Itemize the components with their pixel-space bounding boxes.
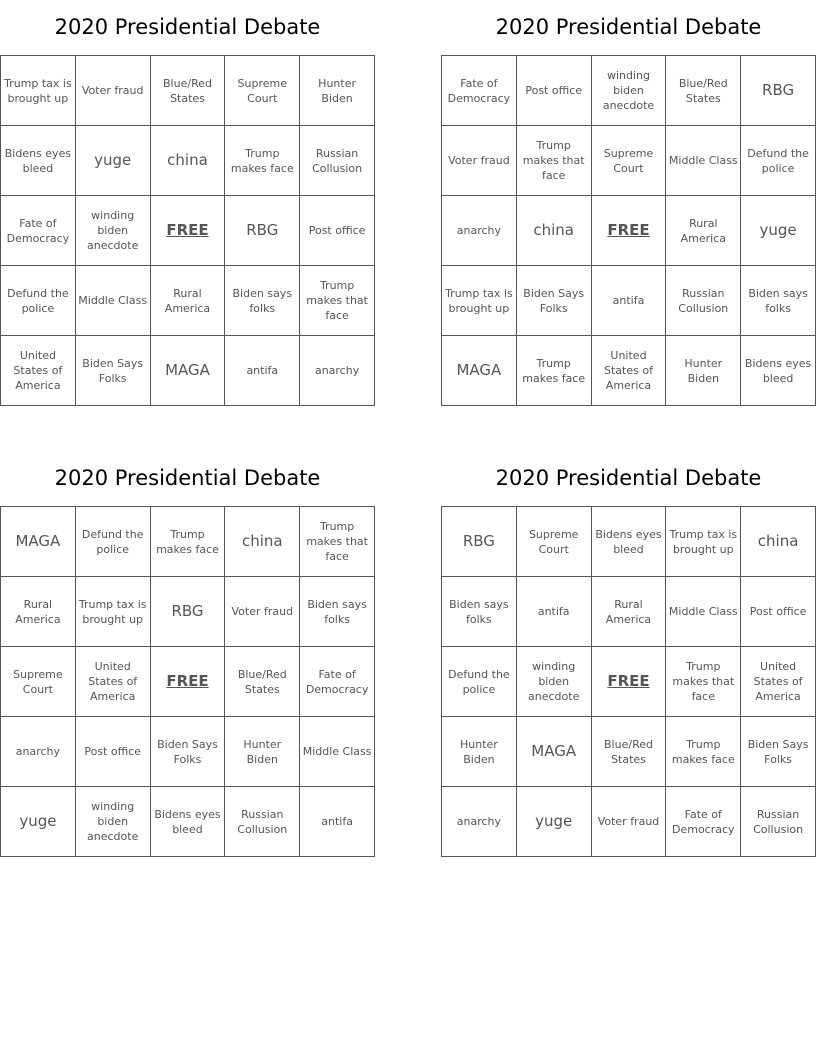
bingo-cell: United States of America bbox=[75, 647, 150, 717]
bingo-cell: Fate of Democracy bbox=[300, 647, 375, 717]
bingo-cell: Trump makes face bbox=[225, 126, 300, 196]
bingo-cell: Trump makes that face bbox=[300, 266, 375, 336]
bingo-cell: Biden Says Folks bbox=[741, 717, 816, 787]
bingo-cell: MAGA bbox=[1, 507, 76, 577]
bingo-cell: winding biden anecdote bbox=[75, 196, 150, 266]
bingo-cell: Voter fraud bbox=[75, 56, 150, 126]
bingo-grid bbox=[441, 55, 816, 406]
card-title: 2020 Presidential Debate bbox=[54, 15, 321, 39]
bingo-cell: Trump tax is brought up bbox=[75, 577, 150, 647]
bingo-cell: Biden says folks bbox=[442, 577, 517, 647]
bingo-cell: Russian Collusion bbox=[300, 126, 375, 196]
bingo-row bbox=[1, 56, 375, 126]
bingo-cell: Middle Class bbox=[75, 266, 150, 336]
bingo-cell: Trump makes face bbox=[516, 336, 591, 406]
bingo-cell: yuge bbox=[741, 196, 816, 266]
bingo-cell: Supreme Court bbox=[1, 647, 76, 717]
bingo-grid bbox=[441, 506, 816, 857]
bingo-cell: Defund the police bbox=[1, 266, 76, 336]
bingo-cell: Fate of Democracy bbox=[1, 196, 76, 266]
bingo-cell: Bidens eyes bleed bbox=[741, 336, 816, 406]
bingo-row bbox=[442, 647, 816, 717]
bingo-cell: Rural America bbox=[591, 577, 666, 647]
bingo-cell: Biden says folks bbox=[225, 266, 300, 336]
bingo-row bbox=[442, 196, 816, 266]
free-space-cell: FREE bbox=[591, 647, 666, 717]
bingo-cell: RBG bbox=[225, 196, 300, 266]
free-space-cell: FREE bbox=[150, 196, 225, 266]
bingo-row bbox=[1, 577, 375, 647]
bingo-row bbox=[442, 787, 816, 857]
bingo-cell: Post office bbox=[75, 717, 150, 787]
bingo-cell: Defund the police bbox=[75, 507, 150, 577]
bingo-row bbox=[1, 196, 375, 266]
bingo-cell: antifa bbox=[225, 336, 300, 406]
bingo-cell: Trump makes face bbox=[666, 717, 741, 787]
bingo-cell: antifa bbox=[591, 266, 666, 336]
bingo-cell: Fate of Democracy bbox=[666, 787, 741, 857]
bingo-cell: Defund the police bbox=[442, 647, 517, 717]
bingo-cell: anarchy bbox=[442, 787, 517, 857]
bingo-cell: china bbox=[516, 196, 591, 266]
bingo-cell: anarchy bbox=[1, 717, 76, 787]
bingo-cell: Biden Says Folks bbox=[75, 336, 150, 406]
bingo-cell: RBG bbox=[150, 577, 225, 647]
bingo-cell: Voter fraud bbox=[442, 126, 517, 196]
bingo-row bbox=[442, 56, 816, 126]
bingo-cell: RBG bbox=[741, 56, 816, 126]
bingo-cell: Biden says folks bbox=[741, 266, 816, 336]
bingo-row bbox=[442, 126, 816, 196]
bingo-row bbox=[1, 266, 375, 336]
bingo-cell: anarchy bbox=[300, 336, 375, 406]
bingo-cell: Voter fraud bbox=[591, 787, 666, 857]
bingo-cell: Biden Says Folks bbox=[150, 717, 225, 787]
bingo-cell: Bidens eyes bleed bbox=[150, 787, 225, 857]
bingo-cell: china bbox=[225, 507, 300, 577]
free-space-cell: FREE bbox=[150, 647, 225, 717]
bingo-row bbox=[442, 266, 816, 336]
bingo-cell: Rural America bbox=[1, 577, 76, 647]
bingo-cell: winding biden anecdote bbox=[516, 647, 591, 717]
bingo-cell: Middle Class bbox=[300, 717, 375, 787]
bingo-row bbox=[1, 336, 375, 406]
bingo-cell: Voter fraud bbox=[225, 577, 300, 647]
bingo-cell: Supreme Court bbox=[591, 126, 666, 196]
bingo-cell: anarchy bbox=[442, 196, 517, 266]
bingo-cell: china bbox=[150, 126, 225, 196]
bingo-cell: antifa bbox=[300, 787, 375, 857]
bingo-cell: Blue/Red States bbox=[591, 717, 666, 787]
bingo-cell: RBG bbox=[442, 507, 517, 577]
bingo-cell: Rural America bbox=[150, 266, 225, 336]
bingo-cell: Russian Collusion bbox=[666, 266, 741, 336]
bingo-cell: yuge bbox=[1, 787, 76, 857]
bingo-row bbox=[1, 717, 375, 787]
bingo-grid bbox=[0, 506, 375, 857]
bingo-cell: Trump makes face bbox=[150, 507, 225, 577]
bingo-row bbox=[442, 577, 816, 647]
bingo-cell: United States of America bbox=[1, 336, 76, 406]
bingo-cell: Blue/Red States bbox=[150, 56, 225, 126]
bingo-cell: Post office bbox=[741, 577, 816, 647]
bingo-cell: china bbox=[741, 507, 816, 577]
bingo-cell: Trump tax is brought up bbox=[442, 266, 517, 336]
bingo-grid bbox=[0, 55, 375, 406]
bingo-cell: MAGA bbox=[516, 717, 591, 787]
bingo-cell: Hunter Biden bbox=[666, 336, 741, 406]
bingo-cell: MAGA bbox=[150, 336, 225, 406]
bingo-row bbox=[442, 507, 816, 577]
bingo-cell: yuge bbox=[516, 787, 591, 857]
bingo-row bbox=[1, 126, 375, 196]
bingo-cell: Russian Collusion bbox=[225, 787, 300, 857]
bingo-cell: Supreme Court bbox=[516, 507, 591, 577]
bingo-cell: Middle Class bbox=[666, 126, 741, 196]
bingo-row bbox=[442, 336, 816, 406]
bingo-cell: yuge bbox=[75, 126, 150, 196]
bingo-cell: Russian Collusion bbox=[741, 787, 816, 857]
bingo-cell: Trump makes that face bbox=[300, 507, 375, 577]
bingo-row bbox=[1, 647, 375, 717]
bingo-cell: United States of America bbox=[591, 336, 666, 406]
bingo-cell: Trump tax is brought up bbox=[1, 56, 76, 126]
bingo-row bbox=[1, 507, 375, 577]
bingo-row bbox=[442, 717, 816, 787]
bingo-cell: winding biden anecdote bbox=[591, 56, 666, 126]
bingo-cell: Bidens eyes bleed bbox=[1, 126, 76, 196]
bingo-cell: Hunter Biden bbox=[225, 717, 300, 787]
bingo-cell: Supreme Court bbox=[225, 56, 300, 126]
bingo-cell: Bidens eyes bleed bbox=[591, 507, 666, 577]
free-space-cell: FREE bbox=[591, 196, 666, 266]
bingo-cell: Hunter Biden bbox=[442, 717, 517, 787]
bingo-cell: winding biden anecdote bbox=[75, 787, 150, 857]
bingo-cell: Blue/Red States bbox=[666, 56, 741, 126]
bingo-cell: Trump tax is brought up bbox=[666, 507, 741, 577]
bingo-cell: Rural America bbox=[666, 196, 741, 266]
bingo-cell: Trump makes that face bbox=[666, 647, 741, 717]
bingo-cell: Biden says folks bbox=[300, 577, 375, 647]
card-title: 2020 Presidential Debate bbox=[54, 466, 321, 490]
bingo-cell: Fate of Democracy bbox=[442, 56, 517, 126]
bingo-cell: antifa bbox=[516, 577, 591, 647]
bingo-cell: Biden Says Folks bbox=[516, 266, 591, 336]
bingo-row bbox=[1, 787, 375, 857]
bingo-cell: Post office bbox=[300, 196, 375, 266]
bingo-cell: Trump makes that face bbox=[516, 126, 591, 196]
bingo-cell: United States of America bbox=[741, 647, 816, 717]
bingo-cell: Blue/Red States bbox=[225, 647, 300, 717]
card-title: 2020 Presidential Debate bbox=[495, 15, 762, 39]
bingo-cell: Middle Class bbox=[666, 577, 741, 647]
bingo-cell: Hunter Biden bbox=[300, 56, 375, 126]
bingo-cell: Defund the police bbox=[741, 126, 816, 196]
bingo-cell: MAGA bbox=[442, 336, 517, 406]
bingo-cell: Post office bbox=[516, 56, 591, 126]
card-title: 2020 Presidential Debate bbox=[495, 466, 762, 490]
